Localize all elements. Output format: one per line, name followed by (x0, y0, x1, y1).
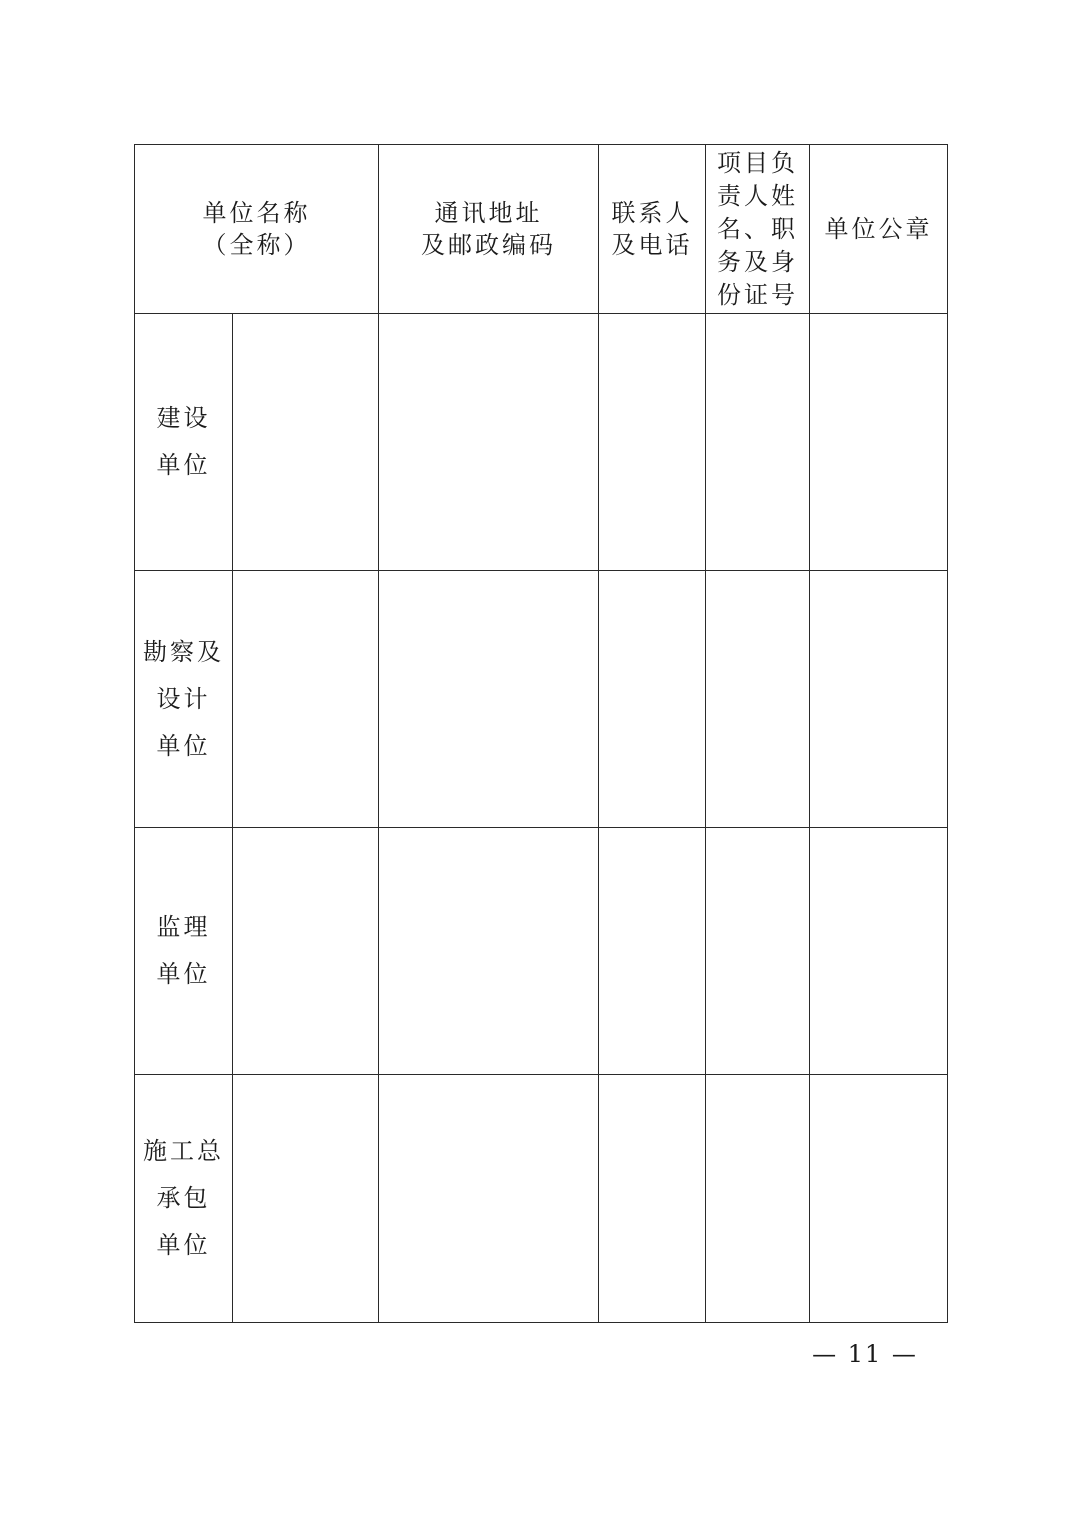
table-row (135, 571, 948, 828)
table-row (135, 828, 948, 1075)
cell-project-lead[interactable] (706, 1075, 810, 1323)
page-number: — 11 — (812, 1340, 918, 1368)
cell-seal[interactable] (810, 828, 948, 1075)
cell-unit-name[interactable] (233, 571, 379, 828)
header-contact: 联系人 及电话 (599, 145, 706, 314)
cell-seal[interactable] (810, 1075, 948, 1323)
cell-project-lead[interactable] (706, 571, 810, 828)
row-label-supervision-unit: 监理 单位 (135, 828, 233, 1075)
table-row (135, 1075, 948, 1323)
cell-seal[interactable] (810, 571, 948, 828)
row-label-general-contractor: 施工总 承包 单位 (135, 1075, 233, 1323)
cell-contact[interactable] (599, 314, 706, 571)
cell-unit-name[interactable] (233, 314, 379, 571)
header-address: 通讯地址 及邮政编码 (379, 145, 599, 314)
row-label-construction-unit: 建设 单位 (135, 314, 233, 571)
cell-contact[interactable] (599, 571, 706, 828)
header-project-lead: 项目负 责人姓 名、职 务及身 份证号 (706, 145, 810, 314)
cell-address[interactable] (379, 314, 599, 571)
cell-contact[interactable] (599, 828, 706, 1075)
cell-unit-name[interactable] (233, 1075, 379, 1323)
table-row (135, 314, 948, 571)
table-header-row (135, 145, 948, 314)
cell-project-lead[interactable] (706, 828, 810, 1075)
cell-contact[interactable] (599, 1075, 706, 1323)
row-label-survey-design-unit: 勘察及 设计 单位 (135, 571, 233, 828)
cell-project-lead[interactable] (706, 314, 810, 571)
cell-seal[interactable] (810, 314, 948, 571)
unit-info-table (134, 144, 948, 1323)
cell-address[interactable] (379, 571, 599, 828)
cell-address[interactable] (379, 1075, 599, 1323)
cell-address[interactable] (379, 828, 599, 1075)
header-seal: 单位公章 (810, 145, 948, 314)
cell-unit-name[interactable] (233, 828, 379, 1075)
header-unit-name: 单位名称 （全称） (135, 145, 379, 314)
